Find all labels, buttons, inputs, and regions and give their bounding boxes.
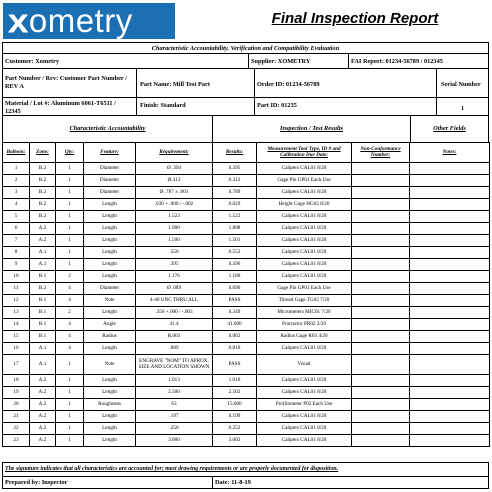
- cell-qty: 4: [56, 319, 84, 331]
- table-row: [3, 247, 490, 259]
- logo-text: ometry: [28, 2, 133, 39]
- cell-result: PASS: [213, 355, 257, 375]
- cell-result: 3.002: [213, 435, 257, 447]
- cell-nonconformance: [352, 387, 410, 399]
- cell-result: 15.000: [213, 399, 257, 411]
- cell-feature: Length: [84, 387, 136, 399]
- cell-result: 0.349: [213, 307, 257, 319]
- customer-field: Customer: Xometry: [5, 58, 60, 65]
- divider: [3, 97, 488, 98]
- cell-balloon: 11: [3, 283, 30, 295]
- cell-zone: A.2: [30, 423, 56, 435]
- serial-number-label: Serial Number: [441, 81, 481, 88]
- prepared-by-field: Prepared by: Inspector: [5, 479, 68, 486]
- cell-qty: 1: [56, 211, 84, 223]
- cell-balloon: 9: [3, 259, 30, 271]
- table-row: [3, 211, 490, 223]
- cell-qty: 1: [56, 435, 84, 447]
- cell-zone: B.1: [30, 295, 56, 307]
- cell-method: Calipers CAL01 8/20: [257, 435, 352, 447]
- cell-balloon: 2: [3, 175, 30, 187]
- cell-zone: B.1: [30, 271, 56, 283]
- cell-requirement: 1.013: [136, 375, 213, 387]
- cell-requirement: Ø.313: [136, 175, 213, 187]
- cell-feature: Diameter: [84, 175, 136, 187]
- cell-nonconformance: [352, 343, 410, 355]
- cell-notes: [410, 283, 490, 295]
- table-row: [3, 387, 490, 399]
- cell-method: Calipers CAL01 8/20: [257, 343, 352, 355]
- cell-requirement: Ø .394: [136, 163, 213, 175]
- cell-feature: Length: [84, 199, 136, 211]
- table-row: [3, 435, 490, 447]
- cell-method: Radius Gage R03 4/20: [257, 331, 352, 343]
- table-row: [3, 163, 490, 175]
- cell-notes: [410, 387, 490, 399]
- cell-nonconformance: [352, 271, 410, 283]
- cell-balloon: 18: [3, 375, 30, 387]
- cell-requirement: .395: [136, 259, 213, 271]
- cell-zone: A.2: [30, 387, 56, 399]
- table-row: [3, 355, 490, 375]
- material-field: Material / Lot #: Aluminum 6061-T6511 / 12345: [5, 100, 116, 114]
- cell-requirement: 41.4: [136, 319, 213, 331]
- cell-nonconformance: [352, 399, 410, 411]
- column-header-qty: Qty:: [56, 143, 84, 163]
- cell-feature: Diameter: [84, 163, 136, 175]
- cell-feature: Length: [84, 435, 136, 447]
- cell-zone: A.2: [30, 411, 56, 423]
- cell-feature: Length: [84, 375, 136, 387]
- cell-zone: A.2: [30, 375, 56, 387]
- cell-notes: [410, 295, 490, 307]
- divider: [248, 54, 249, 68]
- cell-requirement: 1.523: [136, 211, 213, 223]
- cell-qty: 4: [56, 343, 84, 355]
- cell-result: 0.090: [213, 283, 257, 295]
- cell-nonconformance: [352, 283, 410, 295]
- cell-requirement: Ø .787 ± .001: [136, 187, 213, 199]
- cell-requirement: .197: [136, 411, 213, 423]
- part-info-block: [2, 53, 489, 143]
- cell-notes: [410, 399, 490, 411]
- cell-feature: Diameter: [84, 187, 136, 199]
- cell-balloon: 1: [3, 163, 30, 175]
- cell-method: Calipers CAL01 8/20: [257, 259, 352, 271]
- cell-balloon: 4: [3, 199, 30, 211]
- cell-qty: 1: [56, 199, 84, 211]
- cell-balloon: 7: [3, 235, 30, 247]
- accountability-section-header: Characteristic Accountability: [69, 125, 146, 132]
- cell-zone: A.2: [30, 223, 56, 235]
- report-title: Final Inspection Report: [271, 10, 439, 27]
- cell-qty: 1: [56, 387, 84, 399]
- cell-qty: 1: [56, 259, 84, 271]
- cell-zone: B.1: [30, 319, 56, 331]
- cell-zone: B.1: [30, 307, 56, 319]
- xometry-logo: [3, 3, 175, 39]
- signature-note: The signature indicates that all characteristics are accounted for; meet drawing requirements or are properly documented for disposition.: [5, 466, 339, 472]
- column-header-method: Measurement Tool Type, ID # and Calibration Due Date:: [257, 143, 352, 163]
- cell-requirement: .250: [136, 423, 213, 435]
- cell-qty: 1: [56, 247, 84, 259]
- cell-result: 2.502: [213, 387, 257, 399]
- cell-nonconformance: [352, 259, 410, 271]
- column-header-balloon: Balloon:: [3, 143, 30, 163]
- cell-requirement: 2.500: [136, 387, 213, 399]
- date-field: Date: 11-8-19: [215, 479, 251, 486]
- column-header-results: Results:: [213, 143, 257, 163]
- cell-nonconformance: [352, 163, 410, 175]
- cell-nonconformance: [352, 331, 410, 343]
- cell-notes: [410, 331, 490, 343]
- cell-feature: Note: [84, 355, 136, 375]
- serial-number-value: 1: [461, 105, 465, 112]
- cell-balloon: 10: [3, 271, 30, 283]
- cell-method: Calipers CAL01 8/20: [257, 271, 352, 283]
- cell-nonconformance: [352, 423, 410, 435]
- table-row: [3, 411, 490, 423]
- cell-result: 0.810: [213, 343, 257, 355]
- cell-notes: [410, 187, 490, 199]
- cell-zone: A.1: [30, 259, 56, 271]
- table-row: [3, 319, 490, 331]
- cell-notes: [410, 235, 490, 247]
- column-header-zone: Zone:: [30, 143, 56, 163]
- divider: [436, 68, 437, 115]
- cell-notes: [410, 199, 490, 211]
- cell-notes: [410, 319, 490, 331]
- cell-qty: 1: [56, 375, 84, 387]
- table-row: [3, 259, 490, 271]
- cell-result: 1.010: [213, 375, 257, 387]
- cell-notes: [410, 435, 490, 447]
- cell-requirement: .350 +.000 / -.003: [136, 307, 213, 319]
- cell-feature: Length: [84, 247, 136, 259]
- table-row: [3, 223, 490, 235]
- cell-requirement: .550: [136, 247, 213, 259]
- cell-feature: Diameter: [84, 283, 136, 295]
- cell-notes: [410, 175, 490, 187]
- table-row: [3, 199, 490, 211]
- cell-notes: [410, 375, 490, 387]
- table-row: [3, 271, 490, 283]
- cell-notes: [410, 163, 490, 175]
- divider: [212, 476, 213, 488]
- cell-balloon: 5: [3, 211, 30, 223]
- table-row: [3, 423, 490, 435]
- cell-zone: B.2: [30, 163, 56, 175]
- cell-notes: [410, 247, 490, 259]
- inspection-results-table: [2, 142, 490, 447]
- column-header-notes: Notes:: [410, 143, 490, 163]
- part-id-field: Part ID: 01235: [257, 102, 297, 109]
- cell-method: Calipers CAL01 8/20: [257, 163, 352, 175]
- cell-zone: B.2: [30, 175, 56, 187]
- cell-qty: 1: [56, 399, 84, 411]
- cell-nonconformance: [352, 307, 410, 319]
- cell-result: 0.312: [213, 175, 257, 187]
- cell-qty: 1: [56, 411, 84, 423]
- table-row: [3, 307, 490, 319]
- cell-result: 0.395: [213, 163, 257, 175]
- cell-nonconformance: [352, 175, 410, 187]
- cell-method: Calipers CAL01 8/20: [257, 223, 352, 235]
- cell-nonconformance: [352, 211, 410, 223]
- cell-feature: Angle: [84, 319, 136, 331]
- inspection-section-header: Inspection / Test Results: [280, 125, 343, 132]
- cell-method: Micrometers MIC01 7/20: [257, 307, 352, 319]
- cell-balloon: 22: [3, 423, 30, 435]
- cell-feature: Length: [84, 271, 136, 283]
- cell-balloon: 19: [3, 387, 30, 399]
- cell-requirement: R.063: [136, 331, 213, 343]
- cell-feature: Length: [84, 411, 136, 423]
- cell-qty: 4: [56, 295, 84, 307]
- cell-notes: [410, 343, 490, 355]
- cell-nonconformance: [352, 223, 410, 235]
- cell-notes: [410, 259, 490, 271]
- table-row: [3, 343, 490, 355]
- cell-requirement: .809: [136, 343, 213, 355]
- cell-requirement: 1.900: [136, 223, 213, 235]
- divider: [348, 54, 349, 68]
- cell-zone: A.2: [30, 235, 56, 247]
- cell-zone: B.1: [30, 331, 56, 343]
- inspection-report-page: [2, 2, 489, 489]
- cell-notes: [410, 355, 490, 375]
- table-row: [3, 187, 490, 199]
- cell-nonconformance: [352, 435, 410, 447]
- cell-feature: Length: [84, 423, 136, 435]
- cell-result: 0.252: [213, 423, 257, 435]
- cell-requirement: .030 + .000 / -.002: [136, 199, 213, 211]
- cell-nonconformance: [352, 319, 410, 331]
- cell-result: 41.000: [213, 319, 257, 331]
- cell-qty: 1: [56, 355, 84, 375]
- cell-method: Height Gage HG02 8/20: [257, 199, 352, 211]
- cell-result: 0.552: [213, 247, 257, 259]
- cell-result: 0.062: [213, 331, 257, 343]
- cell-zone: A.1: [30, 247, 56, 259]
- logo-x-mark: x: [7, 1, 30, 40]
- divider: [254, 68, 255, 115]
- cell-result: 0.029: [213, 199, 257, 211]
- cell-method: Thread Gage TG02 7/20: [257, 295, 352, 307]
- cell-notes: [410, 307, 490, 319]
- cell-method: Gage Pin GP01 Each Use: [257, 283, 352, 295]
- part-number-field: Part Number / Rev: Customer Part Number / REV A: [5, 75, 127, 90]
- table-row: [3, 331, 490, 343]
- cell-qty: 1: [56, 235, 84, 247]
- cell-method: Protractor PR02 2/20: [257, 319, 352, 331]
- cell-method: Calipers CAL01 8/20: [257, 375, 352, 387]
- cell-qty: 1: [56, 223, 84, 235]
- cell-requirement: 63: [136, 399, 213, 411]
- cell-balloon: 13: [3, 307, 30, 319]
- cell-result: 0.789: [213, 187, 257, 199]
- cell-requirement: 1.500: [136, 235, 213, 247]
- other-fields-section-header: Other Fields: [433, 125, 466, 132]
- cell-zone: A.2: [30, 435, 56, 447]
- cell-qty: 4: [56, 331, 84, 343]
- cell-result: 1.180: [213, 271, 257, 283]
- cell-qty: 1: [56, 163, 84, 175]
- divider: [3, 476, 488, 477]
- part-name-field: Part Name: Mill Test Part: [140, 81, 210, 88]
- cell-requirement: 4-40 UNC THRU ALL: [136, 295, 213, 307]
- divider: [3, 68, 488, 69]
- cell-method: Calipers CAL01 8/20: [257, 187, 352, 199]
- cell-nonconformance: [352, 411, 410, 423]
- cell-zone: B.2: [30, 199, 56, 211]
- finish-field: Finish: Standard: [140, 102, 186, 109]
- footer-block: [2, 462, 489, 489]
- cell-notes: [410, 411, 490, 423]
- cell-balloon: 15: [3, 331, 30, 343]
- cell-balloon: 20: [3, 399, 30, 411]
- cell-balloon: 16: [3, 343, 30, 355]
- cell-balloon: 17: [3, 355, 30, 375]
- table-row: [3, 235, 490, 247]
- cell-zone: A.2: [30, 399, 56, 411]
- column-header-requirement: Requirement:: [136, 143, 213, 163]
- table-row: [3, 399, 490, 411]
- table-row: [3, 295, 490, 307]
- cell-qty: 1: [56, 175, 84, 187]
- cell-notes: [410, 271, 490, 283]
- cell-balloon: 21: [3, 411, 30, 423]
- cell-feature: Length: [84, 307, 136, 319]
- cell-result: 1.898: [213, 223, 257, 235]
- cell-nonconformance: [352, 187, 410, 199]
- cell-notes: [410, 223, 490, 235]
- cell-feature: Roughness: [84, 399, 136, 411]
- cell-nonconformance: [352, 199, 410, 211]
- cell-method: Calipers CAL01 8/20: [257, 211, 352, 223]
- divider: [3, 115, 488, 116]
- column-header-nonconformance: Non-Conformance Number:: [352, 143, 410, 163]
- cell-requirement: ENGRAVE "NOM" TO APROX. SIZE AND LOCATION SHOWN: [136, 355, 213, 375]
- table-row: [3, 375, 490, 387]
- cell-method: Calipers CAL01 8/20: [257, 235, 352, 247]
- cell-method: Gage Pin GP01 Each Use: [257, 175, 352, 187]
- cell-result: 0.396: [213, 259, 257, 271]
- table-header-row: [3, 143, 490, 163]
- cell-method: Visual: [257, 355, 352, 375]
- report-header: [2, 2, 489, 42]
- cell-notes: [410, 423, 490, 435]
- cell-result: 1.522: [213, 211, 257, 223]
- cell-nonconformance: [352, 247, 410, 259]
- cell-balloon: 12: [3, 295, 30, 307]
- cell-balloon: 8: [3, 247, 30, 259]
- fai-report-field: FAI Report: 01234-56789 / 012345: [351, 58, 443, 65]
- cell-notes: [410, 211, 490, 223]
- divider: [136, 68, 137, 115]
- evaluation-banner-text: Characteristic Accountability, Verification and Compatibility Evaluation: [151, 45, 340, 52]
- cell-nonconformance: [352, 375, 410, 387]
- cell-qty: 2: [56, 271, 84, 283]
- cell-balloon: 23: [3, 435, 30, 447]
- cell-feature: Length: [84, 343, 136, 355]
- cell-nonconformance: [352, 235, 410, 247]
- cell-result: 0.199: [213, 411, 257, 423]
- cell-zone: B.2: [30, 211, 56, 223]
- cell-feature: Length: [84, 223, 136, 235]
- cell-qty: 1: [56, 423, 84, 435]
- cell-feature: Note: [84, 295, 136, 307]
- cell-balloon: 6: [3, 223, 30, 235]
- table-row: [3, 283, 490, 295]
- table-row: [3, 175, 490, 187]
- cell-feature: Length: [84, 259, 136, 271]
- cell-nonconformance: [352, 295, 410, 307]
- cell-zone: B.2: [30, 283, 56, 295]
- cell-zone: B.2: [30, 187, 56, 199]
- cell-zone: A.1: [30, 343, 56, 355]
- cell-requirement: Ø .089: [136, 283, 213, 295]
- cell-feature: Radius: [84, 331, 136, 343]
- cell-method: Profilometer P02 Each Use: [257, 399, 352, 411]
- cell-qty: 1: [56, 187, 84, 199]
- cell-zone: A.1: [30, 355, 56, 375]
- cell-method: Calipers CAL01 8/20: [257, 411, 352, 423]
- cell-requirement: 1.176: [136, 271, 213, 283]
- cell-nonconformance: [352, 355, 410, 375]
- cell-qty: 4: [56, 283, 84, 295]
- cell-method: Calipers CAL01 8/20: [257, 247, 352, 259]
- cell-result: 1.501: [213, 235, 257, 247]
- order-id-field: Order ID: 01234-56789: [257, 81, 320, 88]
- cell-balloon: 14: [3, 319, 30, 331]
- cell-result: PASS: [213, 295, 257, 307]
- cell-feature: Length: [84, 211, 136, 223]
- cell-method: Calipers CAL01 8/20: [257, 387, 352, 399]
- cell-feature: Length: [84, 235, 136, 247]
- table-body: [3, 163, 490, 447]
- supplier-field: Supplier: XOMETRY: [251, 58, 311, 65]
- cell-qty: 2: [56, 307, 84, 319]
- cell-requirement: 3.000: [136, 435, 213, 447]
- cell-balloon: 3: [3, 187, 30, 199]
- cell-method: Calipers CAL01 8/20: [257, 423, 352, 435]
- column-header-feature: Feature:: [84, 143, 136, 163]
